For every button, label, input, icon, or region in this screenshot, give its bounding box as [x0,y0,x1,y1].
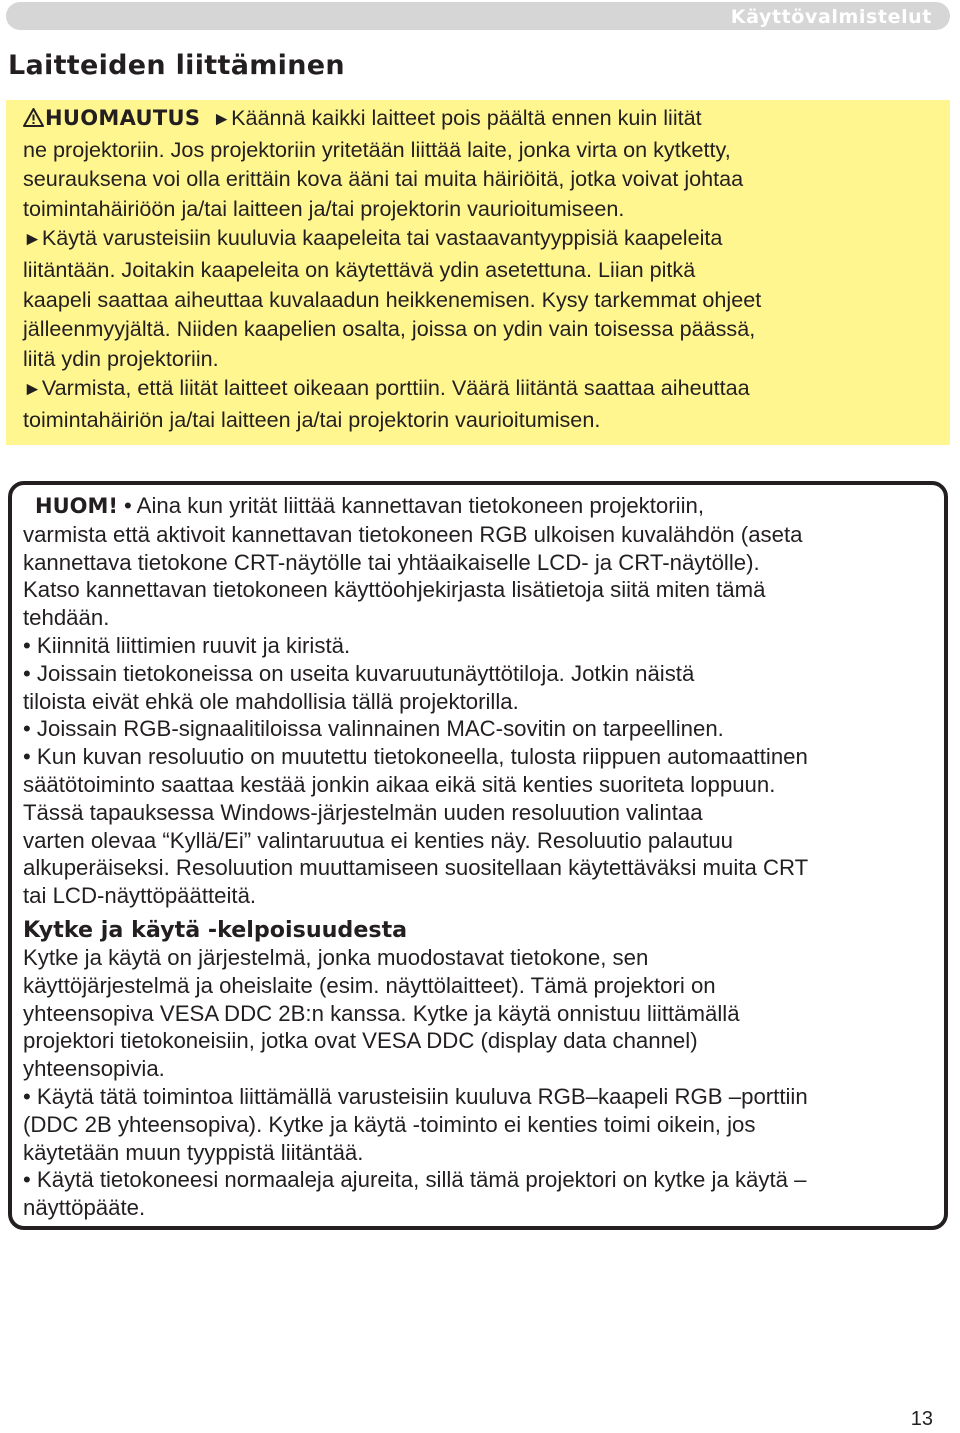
note-line-7: • Joissain tietokoneissa on useita kuvaruutunäyttötiloja. Jotkin näistä [23,660,695,686]
caution-bullet-3: ► [23,379,42,401]
caution-bullet-1: ► [212,109,232,130]
note-line-15: tai LCD-näyttöpäätteitä. [23,883,257,909]
pnp-line-9: • Käytä tietokoneesi normaaleja ajureita, sillä tämä projektori on kytke ja käytä – [23,1167,807,1193]
note-line-6: • Kiinnitä liittimien ruuvit ja kiristä. [23,632,351,658]
note-line-2: varmista että aktivoit kannettavan tietokoneen RGB ulkoisen kuvalähdön (aseta [23,521,803,547]
pnp-line-1: Kytke ja käytä on järjestelmä, jonka muodostavat tietokone, sen [23,944,649,970]
note-line-3: kannettava tietokone CRT-näytölle tai yhtäaikaiselle LCD- ja CRT-näytölle). [23,549,760,575]
note-line-9: • Joissain RGB-signaalitiloissa valinnainen MAC-sovitin on tarpeellinen. [23,716,724,742]
note-line-12: Tässä tapauksessa Windows-järjestelmän uuden resoluution valintaa [23,799,703,825]
note-line-5: tehdään. [23,605,110,631]
pnp-line-7: (DDC 2B yhteensopiva). Kytke ja käytä -toiminto ei kenties toimi oikein, jos [23,1111,756,1137]
caution-bullet-2: ► [23,229,42,251]
note-line-13: varten olevaa “Kyllä/Ei” valintaruutua ei kenties näy. Resoluutio palautuu [23,827,733,853]
caution-item-2-line-5: liitä ydin projektoriin. [23,345,219,371]
page-title: Laitteiden liittäminen [8,50,345,81]
caution-item-1-line-1: HUOMAUTUS ►Käännä kaikki laitteet pois päältä ennen kuin liität [23,103,936,135]
page-number: 13 [910,1408,933,1430]
pnp-subheading: Kytke ja käytä -kelpoisuudesta [23,916,408,943]
caution-item-2-line-1: ►Käytä varusteisiin kuuluvia kaapeleita tai vastaavantyyppisiä kaapeleita [23,225,723,251]
note-label: HUOM! [35,494,118,518]
caution-item-2-line-3: kaapeli saattaa aiheuttaa kuvalaadun heikkenemisen. Kysy tarkemmat ohjeet [23,286,762,312]
pnp-line-5: yhteensopivia. [23,1056,165,1082]
note-line-11: säätötoiminto saattaa kestää jonkin aikaa eikä sitä kenties suoriteta loppuun. [23,771,776,797]
caution-item-3-line-1: ►Varmista, että liität laitteet oikeaan porttiin. Väärä liitäntä saattaa aiheuttaa [23,375,750,401]
caution-item-2-line-4: jälleenmyyjältä. Niiden kaapelien osalta, joissa on ydin vain toisessa päässä, [23,316,756,342]
caution-item-1-line-2: ne projektoriin. Jos projektoriin yritetään liittää laite, jonka virta on kytketty, [23,136,731,162]
pnp-line-2: käyttöjärjestelmä ja oheislaite (esim. näyttölaitteet). Tämä projektori on [23,972,716,998]
pnp-line-6: • Käytä tätä toimintoa liittämällä varusteisiin kuuluva RGB–kaapeli RGB –porttiin [23,1083,808,1109]
pnp-line-10: näyttöpääte. [23,1195,146,1221]
warning-triangle-icon [23,105,44,124]
note-box [8,481,948,1230]
pnp-line-3: yhteensopiva VESA DDC 2B:n kanssa. Kytke ja käytä onnistuu liittämällä [23,1000,740,1026]
note-line-4: Katso kannettavan tietokoneen käyttöohjekirjasta lisätietoja siitä miten tämä [23,577,766,603]
caution-label: HUOMAUTUS [45,106,201,130]
caution-item-1-line-3: seurauksena voi olla erittäin kova ääni tai muita häiriöitä, jotka voivat johtaa [23,166,744,192]
caution-item-3-line-2: toimintahäiriön ja/tai laitteen ja/tai projektorin vaurioitumisen. [23,406,601,432]
caution-item-1-line-4: toimintahäiriöön ja/tai laitteen ja/tai projektorin vaurioitumiseen. [23,195,625,221]
section-header-bar [6,2,950,30]
note-line-1: HUOM! • Aina kun yrität liittää kannettavan tietokoneen projektoriin, [23,492,936,521]
pnp-line-8: käytetään muun tyyppistä liitäntää. [23,1139,364,1165]
caution-item-2-line-2: liitäntään. Joitakin kaapeleita on käytettävä ydin asetettuna. Liian pitkä [23,256,696,282]
note-line-8: tiloista eivät ehkä ole mahdollisia tällä projektorilla. [23,688,519,714]
section-label: Käyttövalmistelut [730,6,932,28]
caution-box [6,100,950,445]
pnp-line-4: projektori tietokoneisiin, jotka ovat VESA DDC (display data channel) [23,1028,698,1054]
note-line-10: • Kun kuvan resoluutio on muutettu tietokoneella, tulosta riippuen automaattinen [23,744,808,770]
note-line-14: alkuperäiseksi. Resoluution muuttamiseen suositellaan käytettäväksi muita CRT [23,855,809,881]
